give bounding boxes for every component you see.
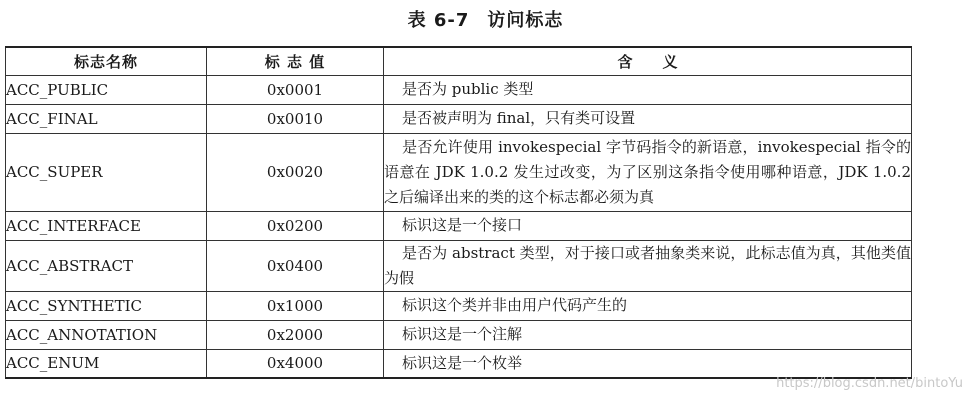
table-row	[6, 291, 912, 320]
flag-meaning-text: 标识这个类并非由用户代码产生的	[402, 296, 628, 314]
flag-value: 0x0200	[207, 211, 384, 240]
flag-meaning-text: 是否允许使用 invokespecial 字节码指令的新语意，invokespecial 指令的语意在 JDK 1.0.2 发生过改变，为了区别这条指令使用哪种语意，JDK 1.0.2 之后编译出来的类的这个标志都必须为真	[384, 137, 911, 206]
flag-meaning	[384, 75, 912, 104]
flag-value: 0x0020	[207, 133, 384, 211]
flag-value: 0x0001	[207, 75, 384, 104]
flag-value: 0x2000	[207, 320, 384, 349]
flag-meaning	[384, 240, 912, 291]
flag-meaning	[384, 133, 912, 211]
flag-meaning-text: 是否为 abstract 类型，对于接口或者抽象类来说，此标志值为真，其他类值为假	[384, 243, 911, 287]
table-row	[6, 211, 912, 240]
flag-name: ACC_ENUM	[6, 349, 207, 378]
flag-meaning	[384, 211, 912, 240]
flag-name: ACC_SUPER	[6, 133, 207, 211]
access-flags-table	[5, 46, 912, 379]
flag-meaning	[384, 320, 912, 349]
flag-meaning-text: 标识这是一个接口	[402, 216, 523, 234]
flag-name: ACC_ANNOTATION	[6, 320, 207, 349]
flag-value: 0x1000	[207, 291, 384, 320]
flag-meaning	[384, 349, 912, 378]
flag-meaning-text: 是否为 public 类型	[402, 80, 534, 98]
flag-value: 0x0010	[207, 104, 384, 133]
table-row	[6, 349, 912, 378]
table-number: 表 6-7	[407, 10, 470, 31]
flag-name: ACC_FINAL	[6, 104, 207, 133]
flag-name: ACC_ABSTRACT	[6, 240, 207, 291]
flag-meaning-text: 标识这是一个注解	[402, 325, 523, 343]
flag-meaning	[384, 104, 912, 133]
flag-meaning-text: 是否被声明为 final，只有类可设置	[402, 109, 636, 127]
flag-value: 0x4000	[207, 349, 384, 378]
flag-name: ACC_SYNTHETIC	[6, 291, 207, 320]
table-row	[6, 240, 912, 291]
table-caption	[0, 6, 971, 32]
watermark: https://blog.csdn.net/bintoYu	[776, 376, 963, 391]
table-header-row	[6, 47, 912, 75]
table-row	[6, 75, 912, 104]
column-header-meaning: 含义	[384, 47, 912, 75]
flag-meaning-text: 标识这是一个枚举	[402, 353, 523, 372]
table-row	[6, 320, 912, 349]
table-row	[6, 133, 912, 211]
flag-name: ACC_PUBLIC	[6, 75, 207, 104]
column-header-name: 标志名称	[6, 47, 207, 75]
table-row	[6, 104, 912, 133]
flag-value: 0x0400	[207, 240, 384, 291]
table-title: 访问标志	[487, 10, 564, 31]
column-header-value: 标 志 值	[207, 47, 384, 75]
flag-meaning	[384, 291, 912, 320]
flag-name: ACC_INTERFACE	[6, 211, 207, 240]
